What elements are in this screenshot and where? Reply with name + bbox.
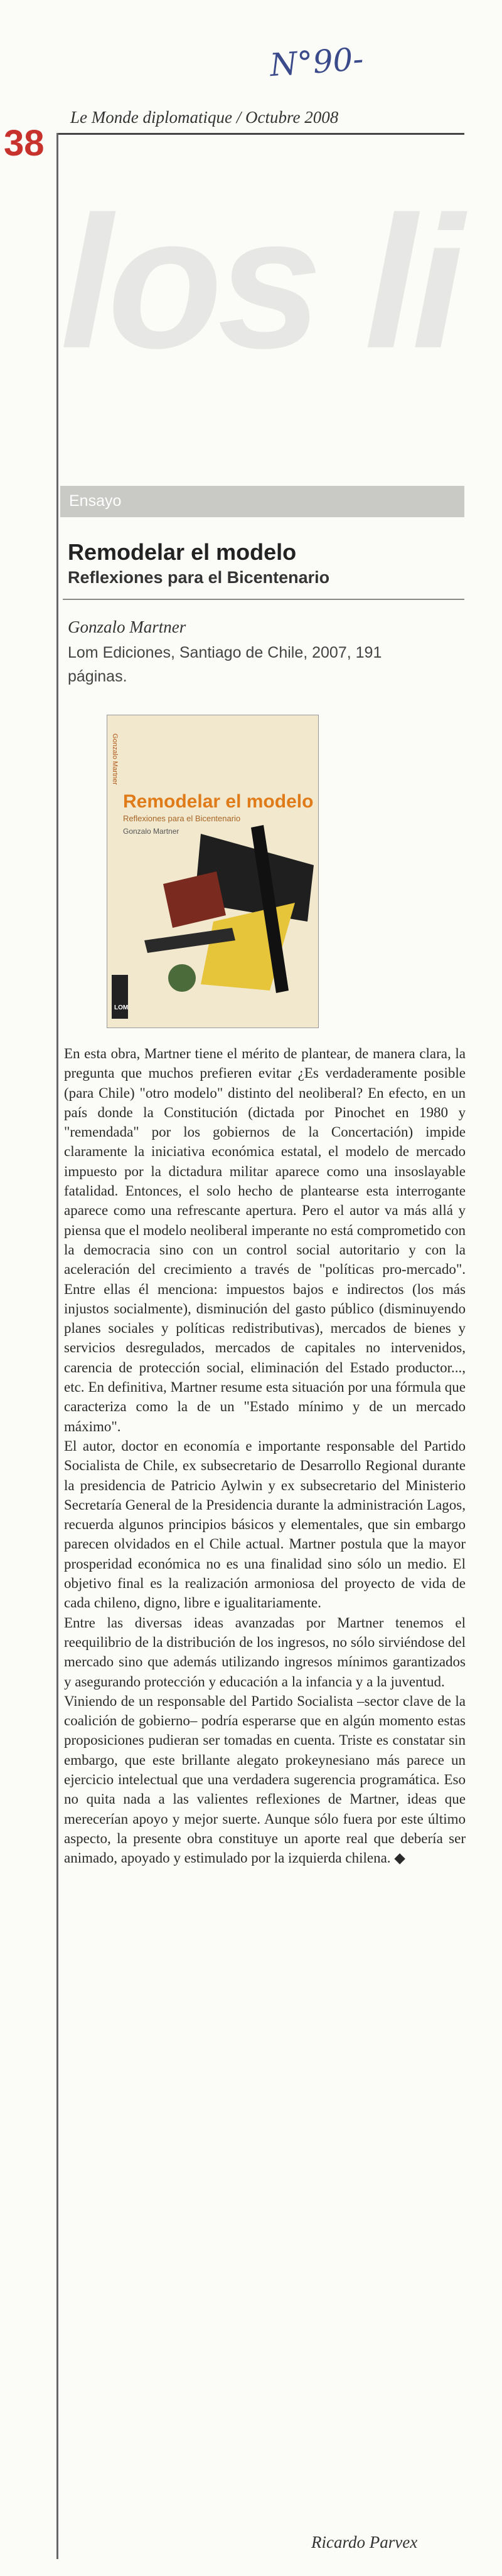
cover-author: Gonzalo Martner (123, 827, 179, 836)
page-number: 38 (4, 123, 45, 164)
review-title: Remodelar el modelo (68, 539, 297, 565)
cover-spine-text: Gonzalo Martner (111, 733, 119, 785)
top-rule (56, 133, 464, 135)
divider-rule (63, 599, 464, 600)
body-paragraph: Viniendo de un responsable del Partido Socialista –sector clave de la coalición de gobierno– podría esperarse que en algún momento estas proposiciones pudieran ser tomadas en cuenta. Triste es constatar sin embargo, que este brillante alegato prokeynesiano más parece un ejercicio intelectual que una verdadera sugerencia programática. Eso no quita nada a las valientes reflexiones de Martner, ideas que merecerían apoyo y mejor suerte. Aunque sólo fuera por este último aspecto, la presente obra constituye un aporte real que debería ser animado, apoyado y estimulado por la izquierda chilena. ◆ (64, 1693, 466, 1866)
book-cover (107, 715, 319, 1028)
cover-publisher-text: LOM (114, 1004, 129, 1011)
cover-title: Remodelar el modelo (123, 791, 314, 812)
body-paragraph: Entre las diversas ideas avanzadas por Martner tenemos el reequilibrio de la distribución de los ingresos, no sólo sirviéndose del mercado sino que además utilizando ingresos mínimos garantizados y asegurando protección y educación a la infancia y a la juventud. (64, 1614, 466, 1690)
section-band (60, 486, 464, 517)
book-author: Gonzalo Martner (68, 618, 186, 636)
publication-info: Lom Ediciones, Santiago de Chile, 2007, 191 páginas. (68, 644, 382, 685)
reviewer-signature: Ricardo Parvex (311, 2533, 418, 2552)
section-watermark: los li (60, 177, 459, 387)
cover-subtitle: Reflexiones para el Bicentenario (123, 814, 241, 823)
cover-publisher-logo (112, 975, 128, 1019)
left-rule (56, 133, 58, 2559)
review-body (64, 1044, 466, 1868)
cover-art-circle (168, 964, 196, 992)
handwritten-issue-note: N°90- (269, 40, 365, 84)
body-paragraph: En esta obra, Martner tiene el mérito de plantear, de manera clara, la pregunta que muchos prefieren evitar ¿Es verdaderamente posible (para Chile) "otro modelo" distinto del neoliberal? En efecto, en un país donde la Constitución (dictada por Pinochet en 1980 y "remendada" por los gobiernos de la Concertación) impide claramente la iniciativa económica estatal, el modelo de mercado impuesto por la dictadura militar aparece como una insoslayable fatalidad. Entonces, el solo hecho de plantearse esta interrogante aparece como una refrescante apertura. Pero el autor va más allá y piensa que el modelo neoliberal imperante no está comprometido con la democracia sino con un control social autoritario y con la aceleración del crecimiento a través de "políticas pro-mercado". Entre ellas él menciona: impuestos bajos e indirectos (los más injustos socialmente), disminución del gasto público (disminuyendo planes sociales y políticas redistributivas), mercados de bienes y servicios desregulados, mercados de capitales no intervenidos, carencia de protección social, eliminación del Estado productor..., etc. En definitiva, Martner resume esta situación por una fórmula que caracteriza como la de un "Estado mínimo y de un mercado máximo". (64, 1046, 466, 1434)
review-subtitle: Reflexiones para el Bicentenario (68, 568, 330, 587)
running-head: Le Monde diplomatique / Octubre 2008 (70, 108, 339, 127)
section-label: Ensayo (69, 492, 122, 510)
body-paragraph: El autor, doctor en economía e importante responsable del Partido Socialista de Chile, ex subsecretario de Desarrollo Regional durante la presidencia de Patricio Aylwin y ex subsecretario del Ministerio Secretaría General de la Presidencia durante la administración Lagos, recuerda algunos principios básicos y elementales, que sin embargo parecen olvidados en el Chile actual. Martner postula que la mayor prosperidad económica no es una finalidad sino sólo un medio. El objetivo final es la realización armoniosa del proyecto de vida de cada chileno, digno, libre e igualitariamente. (64, 1438, 466, 1611)
